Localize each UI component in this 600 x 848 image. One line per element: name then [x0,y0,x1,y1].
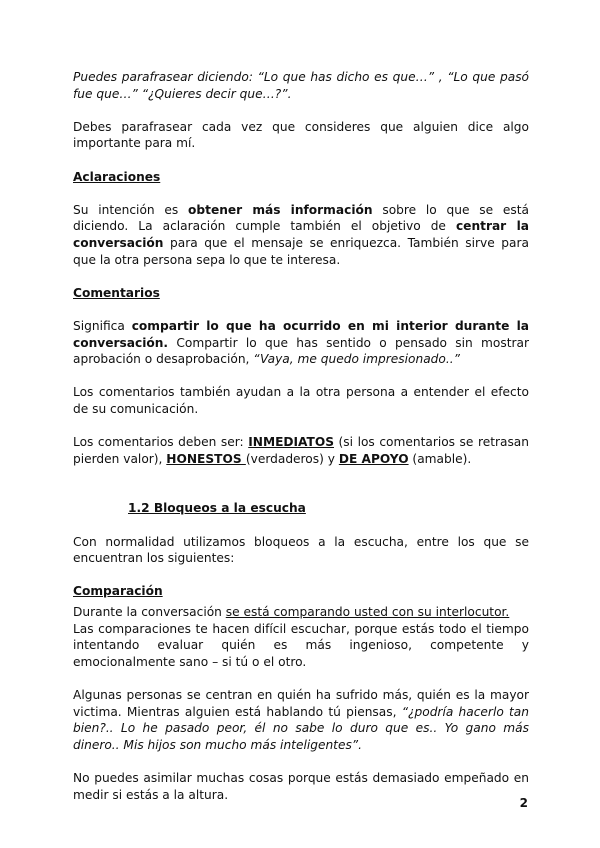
text-run: (si los comentarios se retrasan pierden valor), [73,435,529,466]
document-page [73,69,529,803]
bold-run: centrar la conversación [73,219,529,250]
comentarios-paragraph-3 [73,434,529,467]
paraphrase-examples: Puedes parafrasear diciendo: “Lo que has dicho es que…” , “Lo que pasó fue que…” “¿Quieres decir que…?”. [73,70,529,101]
text-run: Los comentarios deben ser: [73,435,249,450]
bold-underline-run: HONESTOS [166,451,246,466]
underline-run: se está comparando usted con su interlocutor. [225,605,510,619]
heading-comentarios: Comentarios [73,285,160,300]
bold-underline-run: DE APOYO [338,451,409,466]
text-run: sobre lo que se está diciendo. La aclaración cumple también el objetivo de [73,202,529,234]
comparacion-paragraph-3: No puedes asimilar muchas cosas porque estás demasiado empeñado en medir si estás a la altura. [73,770,529,802]
italic-run: “¿podría hacerlo tan bien?.. Lo he pasado peor, él no sabe lo duro que es.. Yo gano más dinero.. Mis hijos son mucho más inteligentes”. [73,704,529,752]
text-run: Algunas personas se centran en quién ha sufrido más, quién es la mayor victima. Mientras alguien está hablando tú piensas, [73,687,529,719]
text-run: (amable). [408,451,472,466]
bold-run: compartir lo que ha ocurrido en mi interior durante la conversación. [73,318,529,350]
bold-underline-run: INMEDIATOS [248,435,334,450]
page-number: 2 [519,796,528,810]
text-run: (verdaderos) y [245,451,339,466]
text-run: Durante la conversación [73,605,226,619]
heading-aclaraciones: Aclaraciones [73,169,161,184]
section-heading-bloqueos: 1.2 Bloqueos a la escucha [128,501,306,516]
comentarios-paragraph-1 [73,318,529,368]
italic-run: “Vaya, me quedo impresionado..” [253,352,460,367]
text-run: para que el mensaje se enriquezca. También sirve para que la otra persona sepa lo que te interesa. [73,235,529,267]
comparacion-paragraph-1: Las comparaciones te hacen difícil escuchar, porque estás todo el tiempo intentando evaluar quién es más ingenioso, competente y emocionalmente sano – si tú o el otro. [73,621,529,669]
comparacion-paragraph-2 [73,687,529,753]
text-run: Significa [73,318,132,333]
paraphrase-advice: Debes parafrasear cada vez que consideres que alguien dice algo importante para mí. [73,119,529,151]
bold-run: obtener más información [188,202,373,217]
heading-comparacion: Comparación [73,584,163,599]
comparacion-line-1 [73,604,529,621]
comentarios-paragraph-2: Los comentarios también ayudan a la otra persona a entender el efecto de su comunicación. [73,385,529,416]
text-run: Su intención es [73,202,189,217]
aclaraciones-paragraph [73,202,529,268]
bloqueos-intro: Con normalidad utilizamos bloqueos a la escucha, entre los que se encuentran los siguientes: [73,534,529,566]
text-run: Compartir lo que has sentido o pensado sin mostrar aprobación o desaprobación, [73,335,529,367]
